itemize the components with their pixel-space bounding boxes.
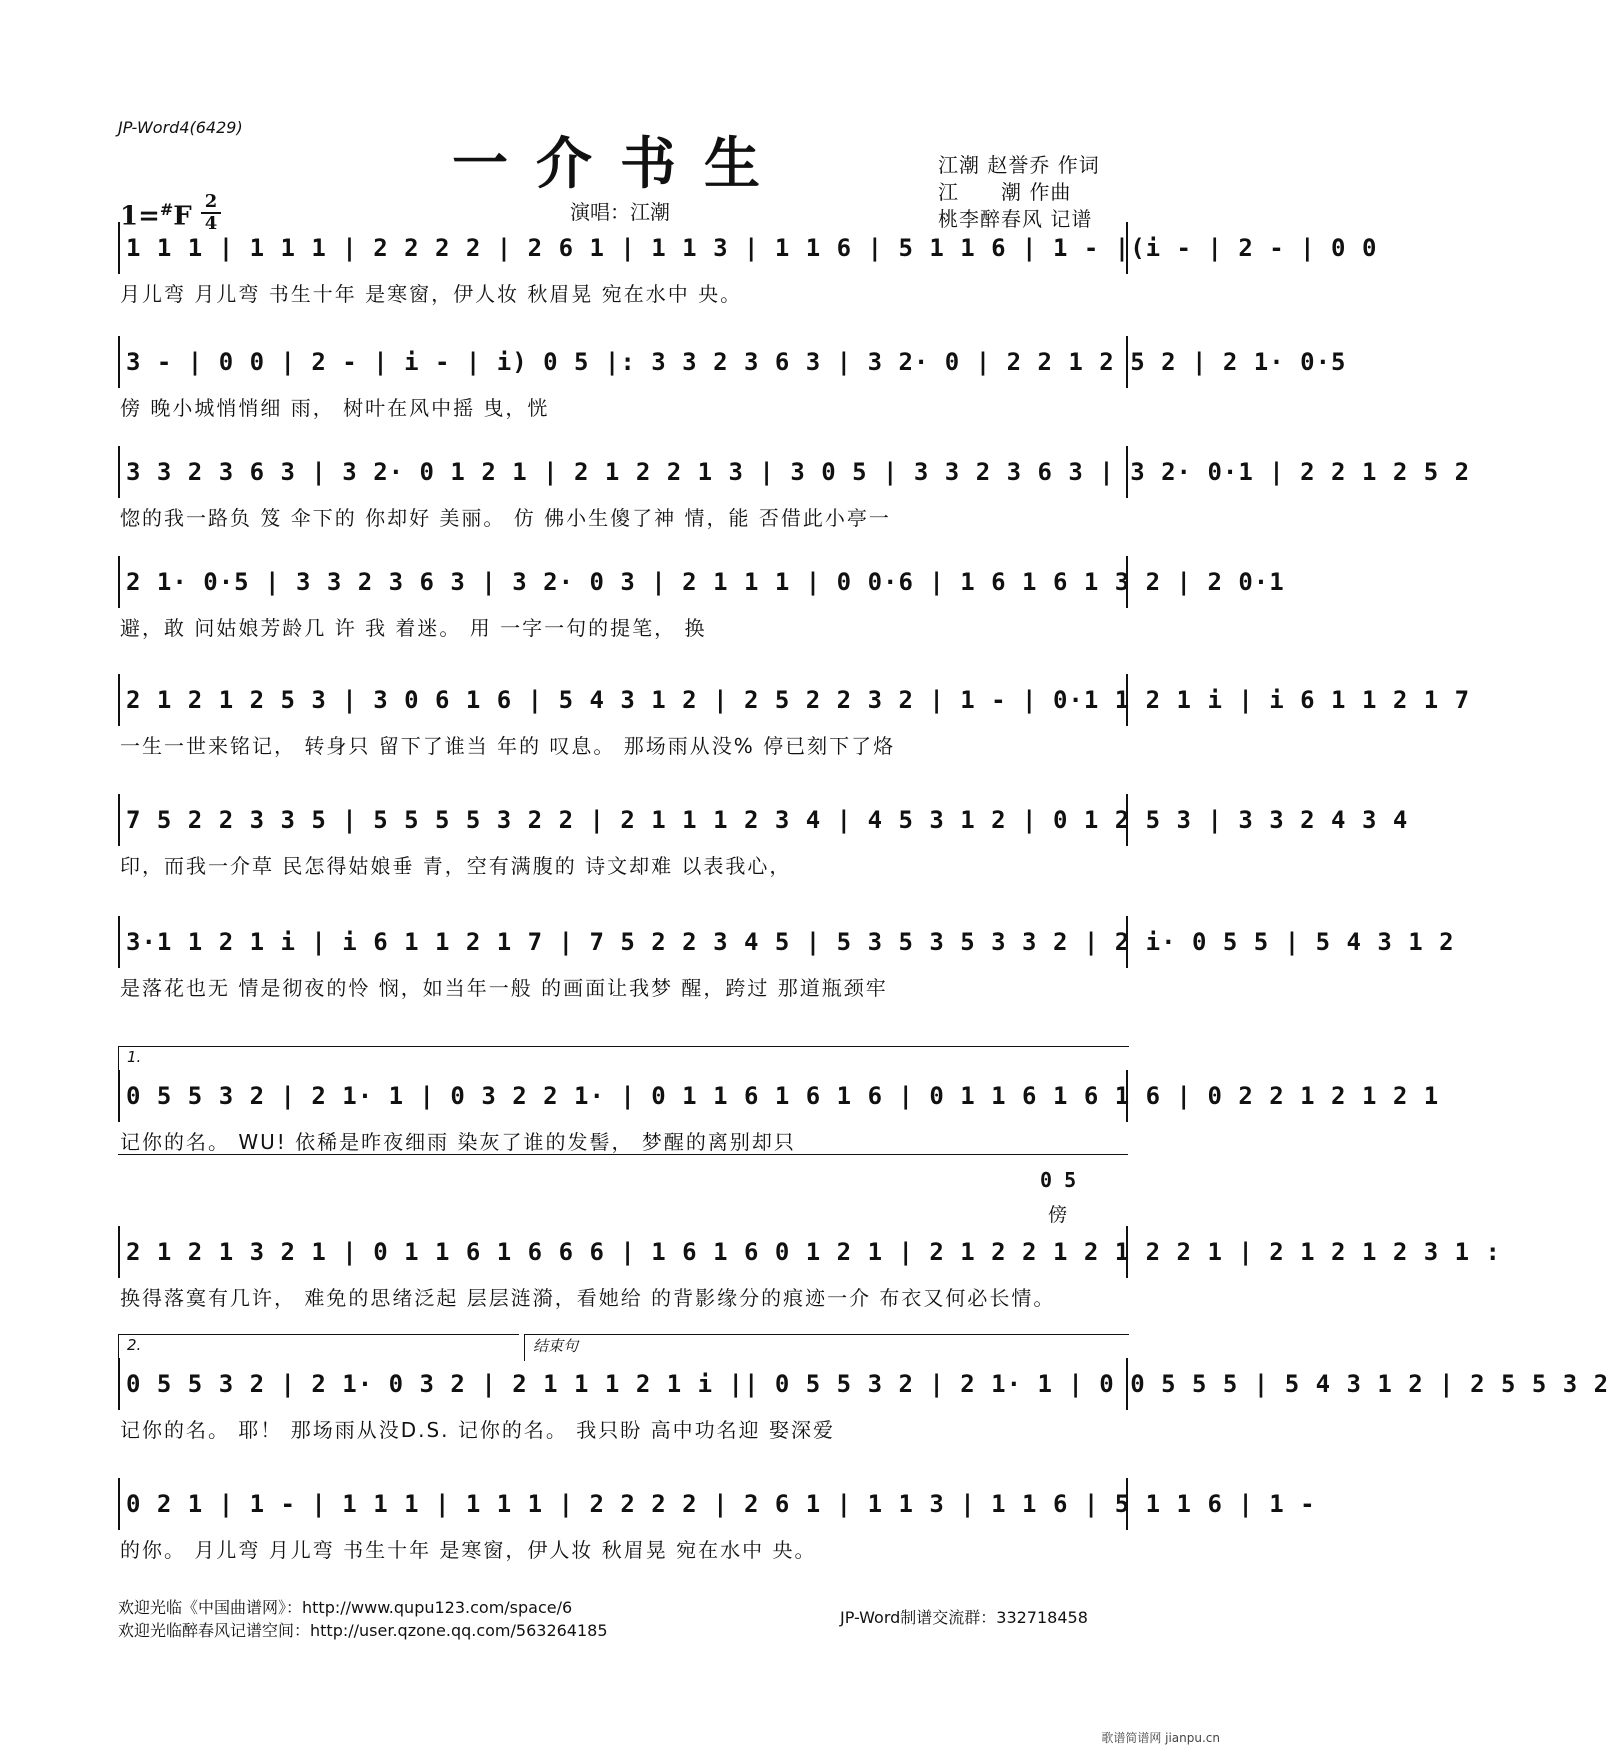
alt-ending-line	[118, 1154, 1128, 1155]
coda-ending-bracket: 结束句	[524, 1334, 1129, 1361]
notation-line: 3 3 2 3 6 3 | 3 2· 0 1 2 1 | 2 1 2 2 1 3 | 3 0 5 | 3 3 2 3 6 3 | 3 2· 0·1 | 2 2 1 2 5 2	[118, 446, 1128, 498]
lyric-line: 换得落寞有几许， 难免的思绪泛起 层层涟漪，看她给 的背影缘分的痕迹一介 布衣又何必长情。	[120, 1286, 1056, 1310]
composer-credit: 江 潮 作曲	[938, 180, 1072, 204]
lyric-line: 惚的我一路负 笈 伞下的 你却好 美丽。 仿 佛小生傻了神 情，能 否借此小亭一	[120, 506, 891, 530]
notation-line: 3·1 1 2 1 i | i 6 1 1 2 1 7 | 7 5 2 2 3 4 5 | 5 3 5 3 5 3 3 2 | 2 i· 0 5 5 | 5 4 3 1 2	[118, 916, 1128, 968]
staff-system-8	[118, 1070, 1440, 1180]
footer-group: JP-Word制谱交流群：332718458	[840, 1608, 1088, 1627]
staff-system-6	[118, 794, 1409, 904]
time-signature: 2 4	[200, 192, 222, 234]
alt-ending-notes: 0 5	[1040, 1168, 1077, 1192]
lyric-line: 记你的名。 WU! 依稀是昨夜细雨 染灰了谁的发髻， 梦醒的离别却只	[120, 1130, 796, 1154]
notation-line: 1 1 1 | 1 1 1 | 2 2 2 2 | 2 6 1 | 1 1 3 | 1 1 6 | 5 1 1 6 | 1 - |(i - | 2 - | 0 0	[118, 222, 1128, 274]
notation-line: 0 5 5 3 2 | 2 1· 1 | 0 3 2 2 1· | 0 1 1 6 1 6 1 6 | 0 1 1 6 1 6 1 6 | 0 2 2 1 2 1 2 1	[118, 1070, 1128, 1122]
notation-line: 3 - | 0 0 | 2 - | i - | i) 0 5 |: 3 3 2 3 6 3 | 3 2· 0 | 2 2 1 2 5 2 | 2 1· 0·5	[118, 336, 1128, 388]
alt-ending-lyric: 傍	[1048, 1204, 1068, 1226]
key-signature: 1=#F	[120, 200, 192, 232]
notation-line: 2 1 2 1 2 5 3 | 3 0 6 1 6 | 5 4 3 1 2 | 2 5 2 2 3 2 | 1 - | 0·1 1 2 1 i | i 6 1 1 2 1 7	[118, 674, 1128, 726]
credits	[938, 152, 1100, 233]
staff-system-10	[118, 1358, 1609, 1468]
singer-label: 演唱：江潮	[570, 200, 670, 224]
lyric-line: 是落花也无 情是彻夜的怜 悯，如当年一般 的画面让我梦 醒，跨过 那道瓶颈牢	[120, 976, 888, 1000]
staff-system-4	[118, 556, 1285, 666]
first-ending-bracket: 1.	[118, 1046, 1129, 1073]
footer-link-qupu: 欢迎光临《中国曲谱网》：http://www.qupu123.com/space/6	[118, 1598, 573, 1617]
notation-line: 2 1· 0·5 | 3 3 2 3 6 3 | 3 2· 0 3 | 2 1 1 1 | 0 0·6 | 1 6 1 6 1 3 2 | 2 0·1	[118, 556, 1128, 608]
lyricist-credit: 江潮 赵誉乔 作词	[938, 153, 1100, 177]
staff-system-3	[118, 446, 1471, 556]
staff-system-11	[118, 1478, 1316, 1588]
software-label: JP-Word4(6429)	[118, 118, 243, 137]
transcriber-credit: 桃李醉春风 记谱	[938, 207, 1093, 231]
notation-line: 0 2 1 | 1 - | 1 1 1 | 1 1 1 | 2 2 2 2 | 2 6 1 | 1 1 3 | 1 1 6 | 5 1 1 6 | 1 -	[118, 1478, 1128, 1530]
lyric-line: 傍 晚小城悄悄细 雨， 树叶在风中摇 曳，恍	[120, 396, 550, 420]
lyric-line: 避，敢 问姑娘芳龄几 许 我 着迷。 用 一字一句的提笔， 换	[120, 616, 707, 640]
second-ending-bracket: 2.	[118, 1334, 519, 1361]
staff-system-1	[118, 222, 1378, 332]
lyric-line: 一生一世来铭记， 转身只 留下了谁当 年的 叹息。 那场雨从没% 停已刻下了烙	[120, 734, 896, 758]
staff-system-2	[118, 336, 1347, 446]
notation-line: 7 5 2 2 3 3 5 | 5 5 5 5 3 2 2 | 2 1 1 1 2 3 4 | 4 5 3 1 2 | 0 1 2 5 3 | 3 3 2 4 3 4	[118, 794, 1128, 846]
song-title: 一介书生	[452, 131, 788, 197]
notation-line: 2 1 2 1 3 2 1 | 0 1 1 6 1 6 6 6 | 1 6 1 6 0 1 2 1 | 2 1 2 2 1 2 1 2 2 1 | 2 1 2 1 2 3 1 :	[118, 1226, 1128, 1278]
staff-system-5	[118, 674, 1471, 784]
watermark: 歌谱简谱网 jianpu.cn	[1101, 1731, 1220, 1745]
lyric-line: 记你的名。 耶！ 那场雨从没D.S. 记你的名。 我只盼 高中功名迎 娶深爱	[120, 1418, 835, 1442]
lyric-line: 印，而我一介草 民怎得姑娘垂 青，空有满腹的 诗文却难 以表我心，	[120, 854, 792, 878]
notation-line: 0 5 5 3 2 | 2 1· 0 3 2 | 2 1 1 1 2 1 i || 0 5 5 3 2 | 2 1· 1 | 0 0 5 5 5 | 5 4 3 1 2 | 2 5 5 3 2	[118, 1358, 1128, 1410]
lyric-line: 月儿弯 月儿弯 书生十年 是寒窗，伊人妆 秋眉晃 宛在水中 央。	[120, 282, 743, 306]
lyric-line: 的你。 月儿弯 月儿弯 书生十年 是寒窗，伊人妆 秋眉晃 宛在水中 央。	[120, 1538, 817, 1562]
staff-system-7	[118, 916, 1455, 1026]
footer-link-qzone: 欢迎光临醉春风记谱空间：http://user.qzone.qq.com/563264185	[118, 1621, 608, 1640]
staff-system-9	[118, 1226, 1501, 1336]
